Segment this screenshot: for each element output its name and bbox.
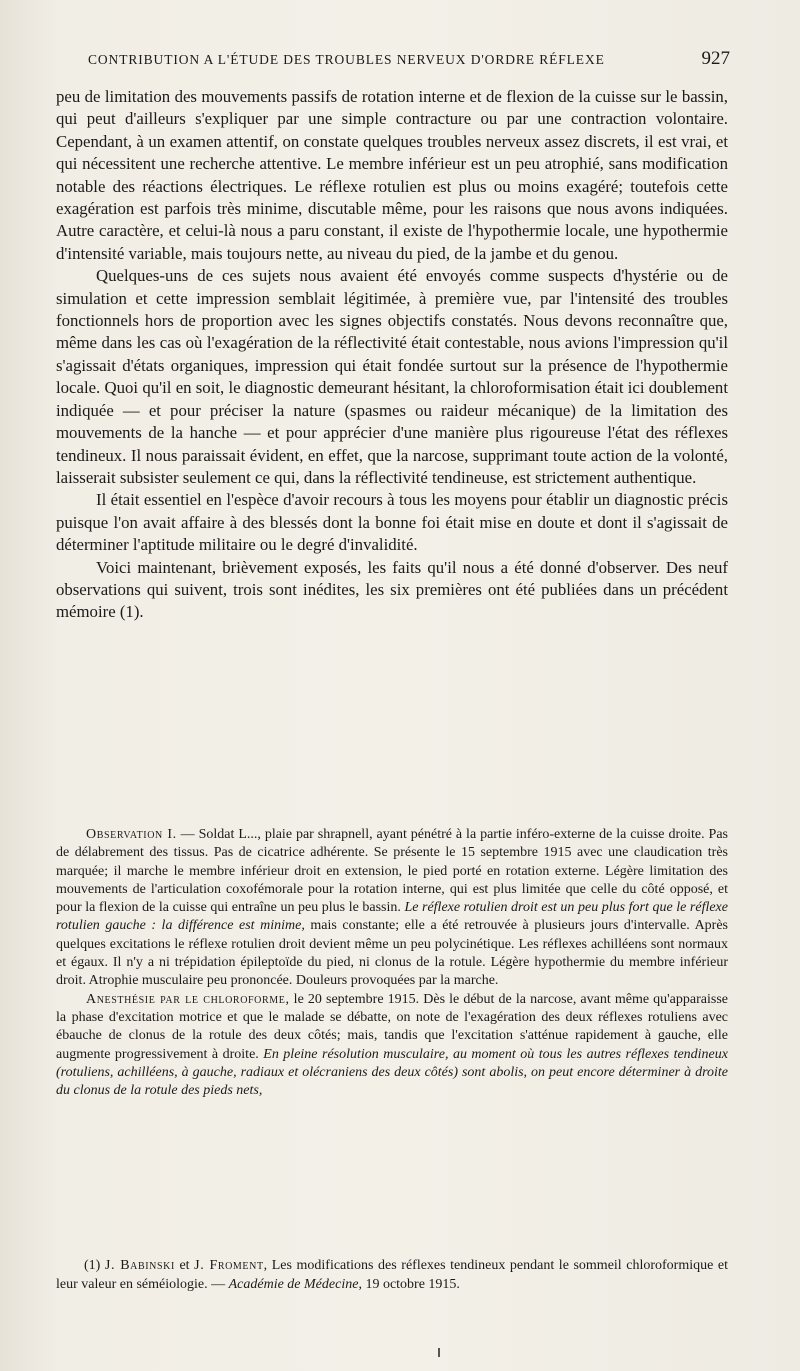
footnote-text: , Les modifications des réflexes tendineux pendant le sommeil chloroformique et leur valeur en séméiologie. — (56, 1258, 728, 1292)
footnote-author-b: J. Froment (194, 1258, 264, 1273)
running-title: CONTRIBUTION A L'ÉTUDE DES TROUBLES NERVEUX D'ORDRE RÉFLEXE (88, 52, 605, 67)
running-header (88, 48, 730, 70)
footnote-author-a: J. Babinski (104, 1258, 175, 1273)
paragraph-3: Il était essentiel en l'espèce d'avoir recours à tous les moyens pour établir un diagnostic précis puisque l'on avait affaire à des blessés dont la bonne foi était mise en doute et dont il s'agissait de déterminer l'aptitude militaire ou le degré d'invalidité. (56, 490, 728, 555)
footnote-connector: et (174, 1258, 195, 1273)
observation-heading: Observation I. (86, 827, 177, 842)
print-mark (438, 1348, 440, 1357)
anesthesia-text: le 20 septembre 1915. Dès le début de la narcose, avant même qu'apparaisse la phase d'excitation motrice et que le malade se débatte, on note de l'exagération des deux réflexes rotuliens avec ébauche de clonus de la rotule des deux côtés; mais, tandis que l'excitation s'atténue rapidement à gauche, elle augmente progressivement à droite. (56, 991, 728, 1062)
paragraph-2: Quelques-uns de ces sujets nous avaient été envoyés comme suspects d'hystérie ou de simulation et cette impression semblait légitimée, à première vue, par l'intensité des troubles fonctionnels hors de proportion avec les signes objectifs constatés. Nous devons reconnaître que, même dans les cas où l'exagération de la réflectivité était contestable, nous avions l'impression qu'il s'agissait d'états organiques, impression qui était fondée surtout sur la présence de l'hypothermie locale. Quoi qu'il en soit, le diagnostic demeurant hésitant, la chloroformisation était ici doublement indiquée — et pour préciser la nature (spasmes ou raideur mécanique) de la limitation des mouvements de la hanche — et pour apprécier d'une manière plus rigoureuse l'état des réflexes tendineux. Il nous paraissait évident, en effet, que la narcose, supprimant toute action de la volonté, laisserait subsister seulement ce qui, dans la réflectivité tendineuse, est strictement authentique. (56, 266, 728, 487)
footnote-date: , 19 octobre 1915. (358, 1277, 460, 1292)
paragraph-1: peu de limitation des mouvements passifs de rotation interne et de flexion de la cuisse sur le bassin, qui peut d'ailleurs s'expliquer par une simple contracture ou par une contraction volontaire. Cependant, à un examen attentif, on constate quelques troubles nerveux assez discrets, il est vrai, et qui nécessitent une recherche attentive. Le membre inférieur est un peu atrophié, sans modification notable des réactions électriques. Le réflexe rotulien est plus ou moins exagéré; toutefois cette exagération est parfois très minime, discutable même, pour les raisons que nous avons indiquées. Autre caractère, et celui-là nous a paru constant, il existe de l'hypothermie locale, une hypothermie d'intensité variable, mais toujours nette, au niveau du pied, de la jambe et du genou. (56, 87, 728, 263)
anesthesia-heading: Anesthésie par le chloroforme, (86, 991, 290, 1007)
observation-paragraph (56, 826, 728, 991)
main-text (56, 86, 728, 624)
anesthesia-italic: En pleine résolution musculaire, au moment où tous les autres réflexes tendineux (rotuliens, achilléens, à gauche, radiaux et olécraniens des deux côtés) sont abolis, on peut encore déterminer à droite du clonus de la rotule des pieds nets, (56, 1046, 728, 1099)
observation-text-b: mais constante; elle a été retrouvée à plusieurs jours d'intervalle. Après quelques excitations le réflexe rotulien droit devient même un peu polycinétique. Les réflexes achilléens sont normaux et égaux. Il n'y a ni trépidation épileptoïde du pied, ni clonus de la rotule. Légère hypothermie du membre inférieur droit. Atrophie musculaire peu prononcée. Douleurs provoquées par la marche. (56, 918, 729, 989)
footnote-venue: Académie de Médecine (228, 1277, 359, 1292)
observation-italic: Le réflexe rotulien droit est un peu plus fort que le réflexe rotulien gauche : la différence est minime, (56, 900, 728, 934)
page-number: 927 (701, 48, 730, 69)
paragraph-4: Voici maintenant, brièvement exposés, les faits qu'il nous a été donné d'observer. Des neuf observations qui suivent, trois sont inédites, les six premières ont été publiées dans un précédent mémoire (1). (56, 557, 728, 622)
observation-section (56, 826, 728, 1100)
footnote-section (56, 1256, 728, 1294)
observation-text-a: — Soldat L..., plaie par shrapnell, ayant pénétré à la partie inféro-externe de la cuisse droite. Pas de délabrement des tissus. Pas de cicatrice adhérente. Se présente le 15 septembre 1915 avec une claudication très marquée; il marche le membre inférieur droit en extension, le pied porté en rotation externe. Légère limitation des mouvements de l'articulation coxofémorale pour la rotation interne, qui est plus limitée que celle du côté opposé, et pour la flexion de la cuisse qui entraîne un peu plus le bassin. (56, 827, 728, 916)
footnote (56, 1256, 728, 1294)
anesthesia-paragraph (56, 991, 728, 1101)
footnote-label: (1) (84, 1258, 105, 1273)
